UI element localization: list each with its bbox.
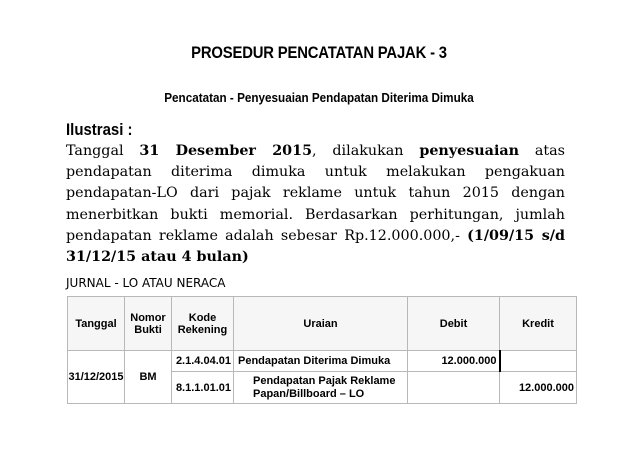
header-kredit: Kredit (500, 297, 577, 351)
ilustrasi-label: Ilustrasi : (66, 120, 133, 139)
paragraph-text-1: Tanggal (66, 143, 140, 159)
cell-kredit: 12.000.000 (500, 372, 577, 404)
page-title: PROSEDUR PENCATATAN PAJAK - 3 (191, 44, 447, 62)
header-kode-rekening: Kode Rekening (172, 297, 234, 351)
header-uraian: Uraian (234, 297, 408, 351)
header-debit: Debit (408, 297, 500, 351)
header-tanggal: Tanggal (68, 297, 125, 351)
paragraph-text-3: atas pendapatan diterima dimuka untuk melakukan pengakuan pendapatan-LO dari pajak reklame untuk tahun 2015 dengan menerbitkan bukti memorial. Berdasarkan perhitungan, jumlah pendapatan reklame adalah sebesar Rp.12.000.000,- (66, 143, 565, 244)
jurnal-table (67, 296, 577, 404)
cell-kode: 2.1.4.04.01 (172, 351, 234, 372)
header-nomor-bukti: Nomor Bukti (125, 297, 172, 351)
page-subtitle: Pencatatan - Penyesuaian Pendapatan Diterima Dimuka (164, 90, 474, 105)
table-header-row (68, 297, 577, 351)
cell-debit: 12.000.000 (408, 351, 500, 372)
illustration-paragraph (66, 141, 565, 268)
cell-nomor-bukti: BM (125, 351, 172, 404)
cell-kode: 8.1.1.01.01 (172, 372, 234, 404)
cell-kredit (500, 351, 577, 372)
cell-tanggal: 31/12/2015 (68, 351, 125, 404)
paragraph-keyword: penyesuaian (419, 143, 520, 159)
cell-uraian: Pendapatan Diterima Dimuka (234, 351, 408, 372)
paragraph-text-2: , dilakukan (312, 143, 420, 159)
cell-debit (408, 372, 500, 404)
jurnal-title: JURNAL - LO ATAU NERACA (66, 276, 226, 290)
paragraph-period: (1/09/15 s/d 31/12/15 atau 4 bulan) (66, 227, 565, 266)
cell-uraian: Pendapatan Pajak Reklame Papan/Billboard – LO (234, 372, 408, 404)
table-row (68, 351, 577, 372)
paragraph-date: 31 Desember 2015 (139, 143, 313, 159)
